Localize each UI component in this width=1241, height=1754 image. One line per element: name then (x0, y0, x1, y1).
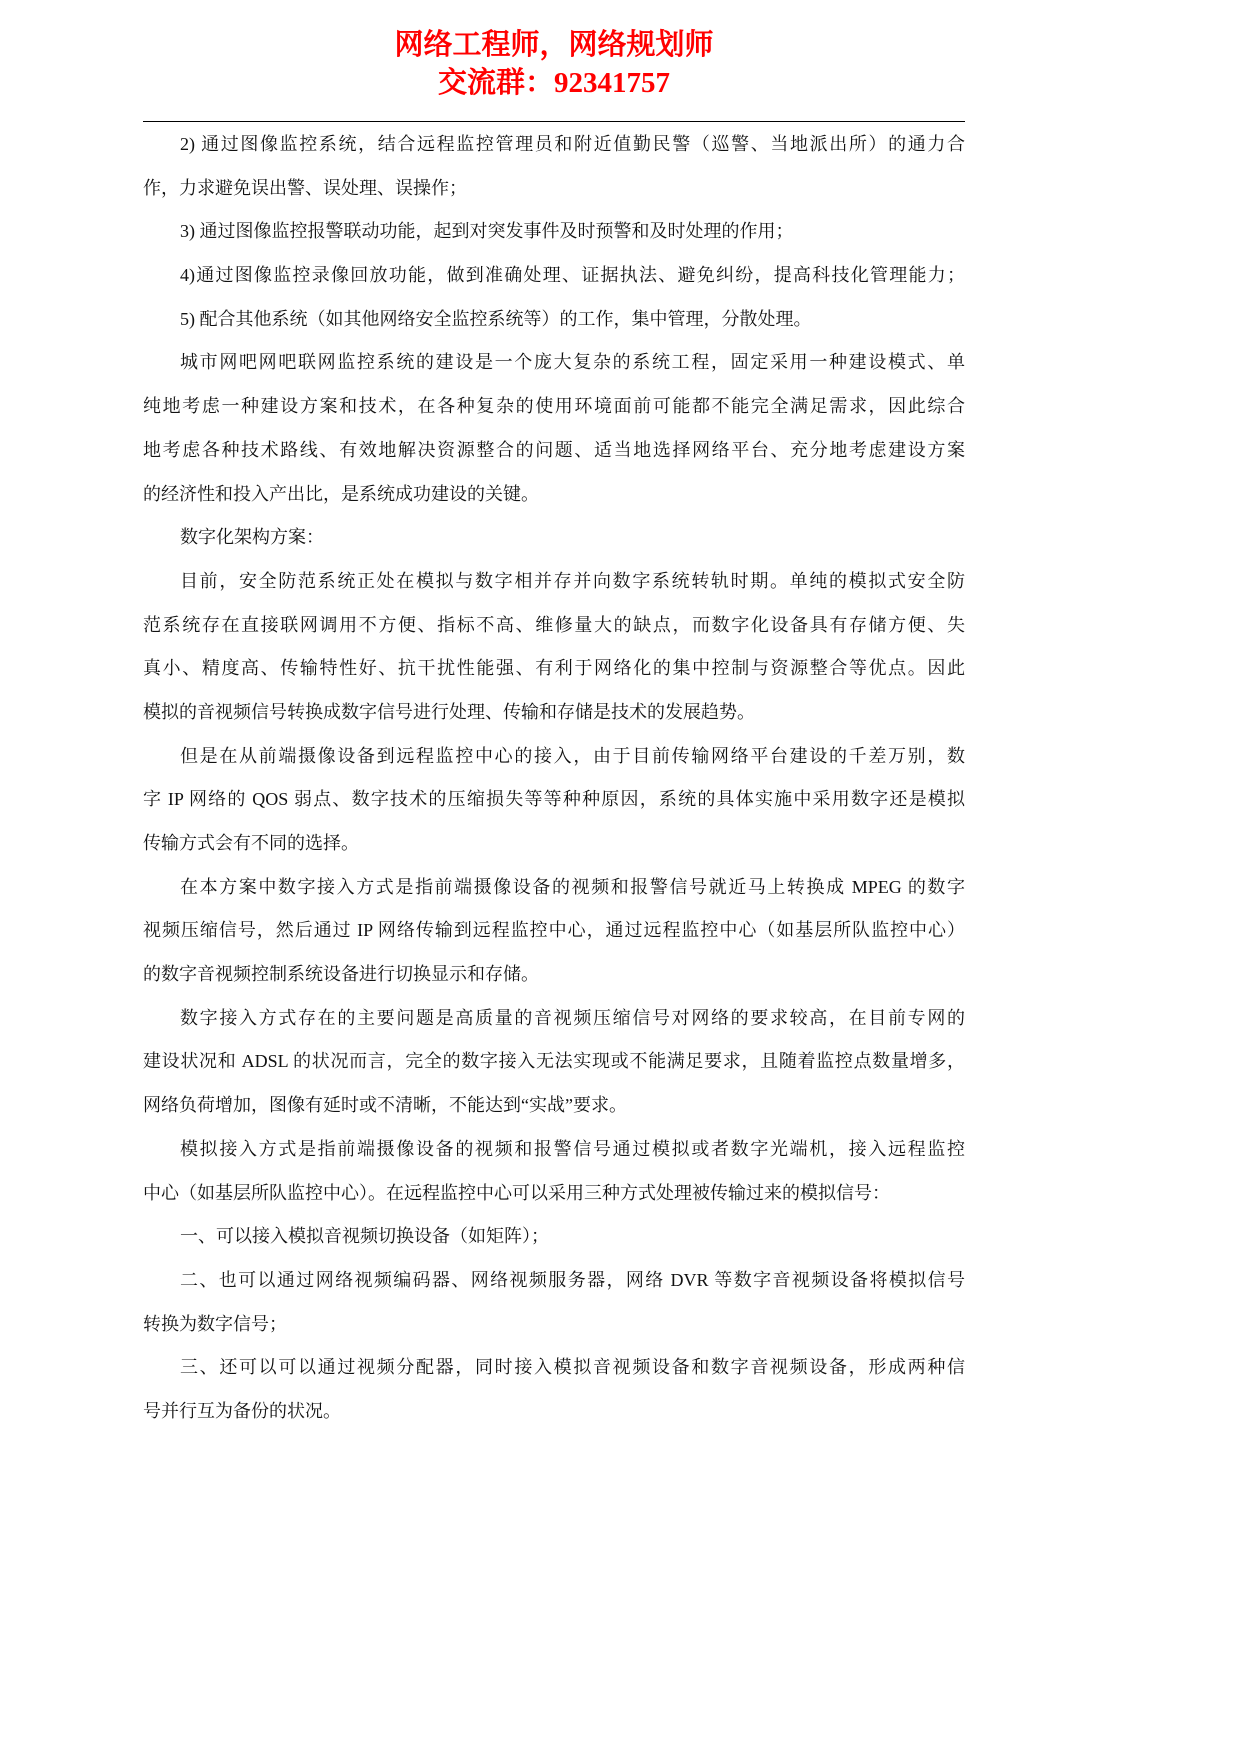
paragraph-line: 建设状况和 ADSL 的状况而言，完全的数字接入无法实现或不能满足要求，且随着监控点数量增多， (143, 1051, 965, 1072)
paragraph (143, 1346, 965, 1433)
document-header (143, 26, 965, 102)
paragraph-line: 目前，安全防范系统正处在模拟与数字相并存并向数字系统转轨时期。单纯的模拟式安全防 (180, 570, 965, 591)
header-title: 网络工程师，网络规划师 (394, 29, 714, 61)
paragraph-line: 2) 通过图像监控系统，结合远程监控管理员和附近值勤民警（巡警、当地派出所）的通力合 (180, 134, 965, 154)
paragraph-line: 字 IP 网络的 QOS 弱点、数字技术的压缩损失等等种种原因，系统的具体实施中采用数字还是模拟 (143, 789, 965, 810)
paragraph (143, 735, 965, 866)
paragraph (143, 1215, 965, 1259)
paragraph (143, 210, 965, 254)
paragraph (143, 997, 965, 1128)
paragraph-line: 网络负荷增加，图像有延时或不清晰，不能达到“实战”要求。 (143, 1095, 627, 1116)
document-body (143, 123, 965, 1434)
paragraph-line: 真小、精度高、传输特性好、抗干扰性能强、有利于网络化的集中控制与资源整合等优点。因此 (143, 658, 965, 679)
header-contact: 交流群：92341757 (437, 67, 670, 99)
paragraph (143, 1259, 965, 1346)
paragraph (143, 123, 965, 210)
paragraph (143, 341, 965, 516)
paragraph-line: 模拟接入方式是指前端摄像设备的视频和报警信号通过模拟或者数字光端机，接入远程监控 (180, 1138, 965, 1159)
paragraph-line: 数字接入方式存在的主要问题是高质量的音视频压缩信号对网络的要求较高，在目前专网的 (180, 1007, 965, 1028)
paragraph (143, 254, 965, 298)
paragraph (143, 516, 965, 560)
paragraph-line: 二、也可以通过网络视频编码器、网络视频服务器，网络 DVR 等数字音视频设备将模拟信号 (180, 1269, 965, 1290)
paragraph-line: 一、可以接入模拟音视频切换设备（如矩阵）； (180, 1226, 549, 1247)
paragraph-line: 4)通过图像监控录像回放功能，做到准确处理、证据执法、避免纠纷，提高科技化管理能力； (180, 265, 965, 286)
paragraph-line: 的数字音视频控制系统设备进行切换显示和存储。 (143, 964, 539, 985)
paragraph-line: 但是在从前端摄像设备到远程监控中心的接入，由于目前传输网络平台建设的千差万别，数 (180, 745, 965, 766)
paragraph-line: 纯地考虑一种建设方案和技术，在各种复杂的使用环境面前可能都不能完全满足需求，因此综合 (143, 396, 965, 417)
paragraph (143, 866, 965, 997)
paragraph-line: 的经济性和投入产出比，是系统成功建设的关键。 (143, 483, 539, 504)
paragraph (143, 298, 965, 342)
paragraph-line: 转换为数字信号； (143, 1313, 287, 1334)
paragraph-line: 5) 配合其他系统（如其他网络安全监控系统等）的工作，集中管理，分散处理。 (180, 308, 812, 329)
paragraph-line: 地考虑各种技术路线、有效地解决资源整合的问题、适当地选择网络平台、充分地考虑建设方案 (143, 439, 965, 460)
paragraph-line: 范系统存在直接联网调用不方便、指标不高、维修量大的缺点，而数字化设备具有存储方便、失 (143, 614, 965, 635)
paragraph (143, 1128, 965, 1215)
paragraph-line: 中心（如基层所队监控中心）。在远程监控中心可以采用三种方式处理被传输过来的模拟信号： (143, 1182, 890, 1203)
paragraph-line: 三、还可以可以通过视频分配器，同时接入模拟音视频设备和数字音视频设备，形成两种信 (180, 1357, 965, 1378)
paragraph-line: 3) 通过图像监控报警联动功能，起到对突发事件及时预警和及时处理的作用； (180, 221, 794, 242)
section-heading: 数字化架构方案： (180, 527, 324, 548)
header-rule (143, 121, 965, 122)
paragraph-line: 模拟的音视频信号转换成数字信号进行处理、传输和存储是技术的发展趋势。 (143, 701, 755, 722)
paragraph-line: 传输方式会有不同的选择。 (143, 833, 359, 853)
paragraph (143, 560, 965, 735)
paragraph-line: 号并行互为备份的状况。 (143, 1400, 341, 1421)
paragraph-line: 城市网吧网吧联网监控系统的建设是一个庞大复杂的系统工程，固定采用一种建设模式、单 (180, 352, 965, 373)
paragraph-line: 视频压缩信号，然后通过 IP 网络传输到远程监控中心，通过远程监控中心（如基层所队监控中心） (143, 920, 965, 941)
paragraph-line: 作，力求避免误出警、误处理、误操作； (143, 177, 467, 198)
paragraph-line: 在本方案中数字接入方式是指前端摄像设备的视频和报警信号就近马上转换成 MPEG 的数字 (180, 876, 965, 897)
